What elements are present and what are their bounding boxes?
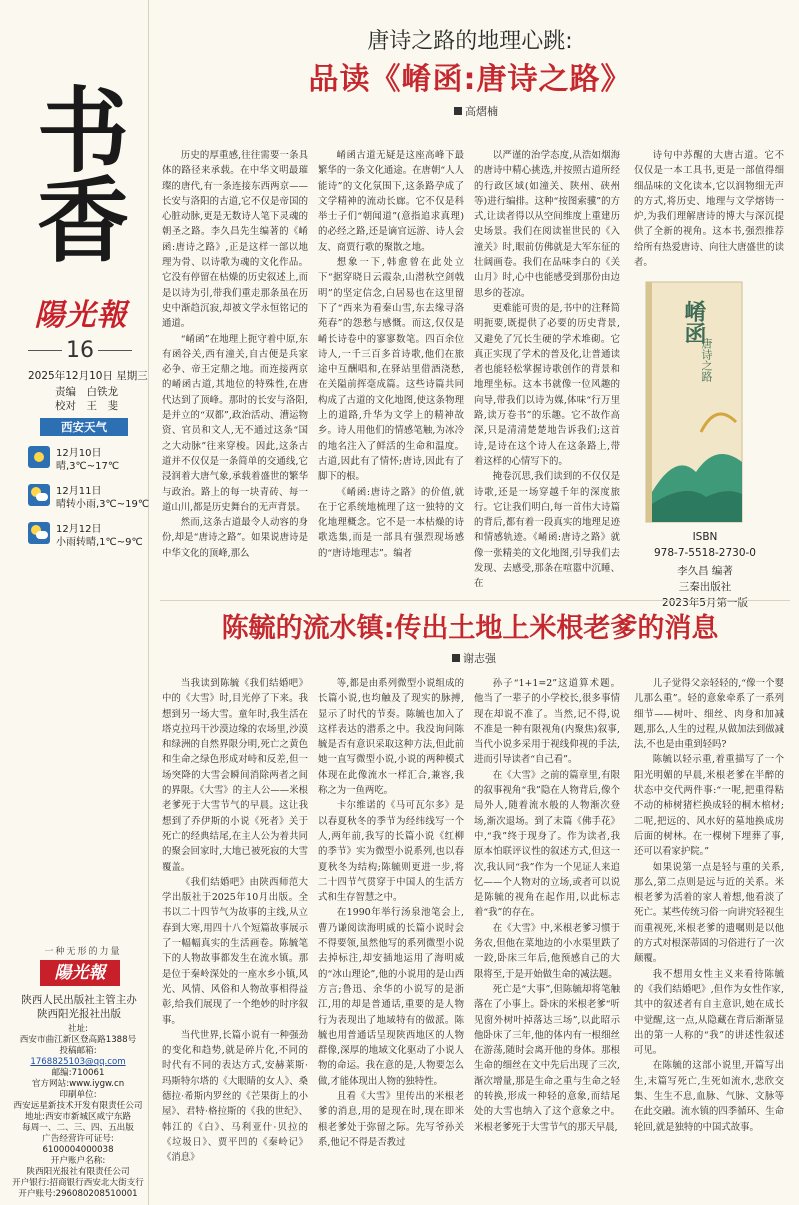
isbn-label: ISBN bbox=[692, 531, 718, 543]
book-cover-title: 崤函 bbox=[681, 300, 707, 344]
article2-column-3 bbox=[474, 676, 620, 1202]
article1-column-3 bbox=[474, 148, 620, 594]
article1-column-1 bbox=[162, 148, 308, 594]
weather-date: 12月12日 bbox=[56, 524, 102, 535]
article1-subtitle: 唐诗之路的地理心跳: bbox=[367, 29, 573, 54]
weather-day-3 bbox=[28, 522, 148, 552]
article-paragraph: 在《大雪》之前的篇章里,有限的叙事视角“我”隐在人物背后,像个局外人,随着流水般的人物渐次登场,渐次退场。到了末篇《佛手花》中,“我”终于现身了。作为读者,我原本怕联评议性的叙述方式,但这一次,我认同“我”作为一个见证人来追忆——个人物对的立场,或者可以说是陈毓的视角在起作用,以此标志着“我”的存在。 bbox=[474, 769, 620, 919]
weather-date: 12月10日 bbox=[56, 448, 102, 459]
author-name: 高熠楠 bbox=[465, 105, 498, 118]
article-paragraph: 等,都是由系列微型小说组成的长篇小说,也均触及了现实的脉搏,显示了时代的节奏。陈毓也加入了这样表达的潜系之中。我没询问陈毓是否有意识采取这种方法,但此前她一直写微型小说,小说的两种模式体现在此像流水一样汇合,兼容,我称之为一鱼两吃。 bbox=[318, 678, 464, 797]
issue-date: 2025年12月10日 星期三 bbox=[28, 370, 148, 382]
info-email-label: 投稿邮箱: bbox=[59, 1046, 97, 1056]
info-schedule: 每周一、二、三、四、五出版 bbox=[22, 1123, 134, 1133]
slogan: 一种无形的力量 bbox=[44, 947, 122, 957]
author-name: 谢志强 bbox=[463, 652, 496, 665]
proofreader-credit: 校对 王 斐 bbox=[55, 400, 118, 412]
weather-condition: 晴转小雨,3℃~19℃ bbox=[56, 499, 150, 510]
article-paragraph: 死亡是“大事”,但陈毓却将笔触落在了小事上。卧床的米根老爹“听见窗外树叶掉落达三场”,以此昭示他卧床了三年,他的体内有一根细丝在游荡,随时会离开他的身体。那根生命的细丝在文中先后出现了三次,渐次增量,那是生命之重与生命之轻的转换,形成一种轻的意象,而结尾处的大雪也纳入了这个意象之中。米根老爹死于大雪节气的那天早晨, bbox=[474, 983, 620, 1133]
article-paragraph: 《我们结婚吧》由陕西师范大学出版社于2025年10月出版。全书以二十四节气为故事的主线,从立春到大寒,用四十八个短篇故事展示了一幅幅真实的生活画卷。陈毓笔下的人物故事都发生在流水镇。那是位于秦岭深处的一座水乡小镇,风光、风情、风俗和人物故事相得益彰,给我们展现了一个绝妙的时序叙事。 bbox=[162, 876, 308, 1026]
article-paragraph: 诗句中苏醒的大唐古道。它不仅仅是一本工具书,更是一部值得细细品味的文化读本,它以润物细无声的方式,将历史、地理与文学熔铸一炉,为我们理解唐诗的博大与深沉提供了全新的视角。这本书,强烈推荐给所有热爱唐诗、向往大唐盛世的读者。 bbox=[634, 150, 785, 269]
masthead-char-2: 香 bbox=[36, 168, 129, 275]
masthead-char-1: 书 bbox=[36, 78, 129, 185]
book-press: 三秦出版社 bbox=[678, 581, 732, 593]
editor-credit: 责编 白铁龙 bbox=[55, 386, 118, 398]
weather-condition: 晴,3℃~17℃ bbox=[56, 461, 120, 472]
article2-column-4 bbox=[634, 676, 784, 1202]
info-printer: 西安远星新技术开发有限责任公司 bbox=[13, 1101, 143, 1111]
info-account-name: 陕西阳光报社有限责任公司 bbox=[26, 1167, 130, 1177]
article-paragraph: 如果说第一点是轻与重的关系,那么,第二点则是远与近的关系。米根老爹为活着的家人着想,他看淡了死亡。某些传统习俗一向讲究轻视生而重视死,米根老爹的遗嘱则是以他的方式对根深蒂固的习俗进行了一次颠覆。 bbox=[634, 861, 785, 965]
info-account-name-label: 开户账户名称: bbox=[50, 1156, 106, 1166]
page-number: 16 bbox=[66, 338, 94, 363]
article1-column-2 bbox=[318, 148, 464, 594]
article-paragraph: 更难能可贵的是,书中的注释简明扼要,既提供了必要的历史背景,又避免了冗长生硬的学术堆砌。它真正实现了学术的普及化,让普通读者也能轻松掌握诗歌创作的背景和地理坐标。这本书就像一位风趣的向导,带我们以诗为媒,体味“行万里路,读万卷书”的乐趣。它不故作高深,只是清清楚楚地告诉我们;这首诗,是诗在这个诗人在这条路上,带着这样的心情写下的。 bbox=[474, 302, 620, 467]
article-paragraph: 且看《大雪》里传出的米根老爹的消息,用的是现在时,现在即米根老爹处于弥留之际。先写爷孙关系,他记不得是否教过 bbox=[318, 1091, 464, 1148]
article-paragraph: 然而,这条古道最令人动容的身份,却是“唐诗之路”。如果说唐诗是中华文化的顶峰,那么 bbox=[162, 517, 308, 559]
book-author: 李久昌 编著 bbox=[677, 565, 733, 577]
info-printer-address: 地址:西安市新城区咸宁东路 bbox=[24, 1112, 132, 1122]
article-paragraph: 陈毓以轻示重,着重描写了一个阳光明媚的早晨,米根老爹在半醉的状态中交代两件事:“一呢,把重得粘不动的柿树猪栏换成轻的桐木棺材;二呢,把远的、风水好的墓地换成房后面的树林。在一棵树下埋葬了事,还可以看家护院。” bbox=[634, 754, 784, 858]
article-paragraph: 当代世界,长篇小说有一种强劲的变化和趋势,就是碎片化,不同的时代有不同的表达方式,安赫莱斯·玛斯特尔塔的《大眼睛的女人》、桑德拉·希斯内罗丝的《芒果街上的小屋》、君特·格拉斯的《我的世纪》、韩江的《白》、马利亚什·贝拉的《垃圾日》、贾平凹的《秦岭记》《消息》 bbox=[162, 1029, 308, 1164]
article-paragraph: 历史的厚重感,往往需要一条具体的路径来承载。在中华文明最璀璨的唐代,有一条连接东西两京——长安与洛阳的古道,它不仅是帝国的心脏动脉,更是无数诗人笔下灵魂的朝圣之路。李久昌先生编著的《崤函:唐诗之路》,正是这样一部以地理为骨、以诗歌为魂的文化作品。它没有停留在枯燥的历史叙述上,而是以诗为引,带我们重走那条虽在历史中渐趋沉寂,却被文学永恒铭记的通道。 bbox=[162, 150, 308, 330]
article-paragraph: 在1990年举行汤泉池笔会上,曹乃谦阅读海明威的长篇小说时会不得要领,虽然他写的系列微型小说去掉标注,却安插地运用了海明威的“冰山理论”,他的小说用的是山西方言;鲁迅、余华的小说写的是浙江,用的却是普通话,重要的是人物行为表现出了地域特有的做派。陈毓也用普通话呈现陕西地区的人物群像,深厚的地域文化驱动了小说人物的命运。我在意的是,人物要怎么做,才能体现出人物的独特性。 bbox=[318, 907, 464, 1087]
weather-date: 12月11日 bbox=[56, 486, 102, 497]
info-postcode: 邮编:710061 bbox=[51, 1068, 105, 1078]
info-account-number: 开户账号:296080208510001 bbox=[18, 1189, 138, 1199]
article-paragraph: 在陈毓的这部小说里,开篇写出生,末篇写死亡,生死如流水,悲欣交集、生生不息,血脉、气脉、文脉等在此交融。流水镇的四季循环、生命轮回,就是独特的中国式故事。 bbox=[634, 1060, 785, 1133]
isbn-number: 978-7-5518-2730-0 bbox=[653, 547, 756, 559]
info-address-label: 社址: bbox=[67, 1024, 89, 1034]
weather-day-1 bbox=[28, 446, 148, 476]
article2-byline bbox=[452, 650, 496, 666]
weather-heading: 西安天气 bbox=[40, 418, 128, 436]
article-paragraph: 想象一下,韩愈曾在此处立下“据穿晓日云霞杂,山潜秋空剑戟明”的坚定信念,白居易也在这里留下了“西来为看秦山雪,东去缘寻洛苑春”的怨愁与感慨。而这,仅仅是崤长诗卷中的寥寥数笔。四百余位诗人,一千三百多首诗歌,他们在旅途中互酬唱和,在驿站里借酒浇愁,在关隘前挥毫成篇。这些诗篇共同构成了古道的文化地图,使这条物理上的道路,升华为文学上的精神故乡。诗人用他们的情感笔触,为冰冷的地名注入了鲜活的生命和温度。古道,因此有了情怀;唐诗,因此有了脚下的根。 bbox=[318, 257, 464, 483]
article-paragraph: 卡尔维诺的《马可瓦尔多》是以春夏秋冬的季节为经纬线写一个人,两年前,我写的长篇小说《红柳的季节》实为微型小说系列,也以春夏秋冬为结构;陈毓则更进一步,将二十四节气贯穿于中国人的生活方式和生存智慧之中。 bbox=[318, 800, 464, 904]
sun-icon bbox=[28, 446, 50, 468]
article-paragraph: 当我读到陈毓《我们结婚吧》中的《大雪》时,目光停了下来。我想到另一场大雪。童年时,我生活在塔克拉玛干沙漠边缘的农场里,沙漠和绿洲的自然界限分明,死亡之黄色和生命之绿色形成对峙和反差,但一场突降的大雪会瞬间消除两者之间的界限。《大雪》的主人公——米根老爹死于大雪节气的早晨。这让我想到了乔伊斯的小说《死者》关于死亡的经典结尾,在主人公为着共同的聚会回家时,大地已被死寂的大雪覆盖。 bbox=[162, 678, 308, 873]
info-email-link[interactable]: 1768825103@qq.com bbox=[30, 1057, 126, 1067]
newspaper-logo: 陽光報 bbox=[34, 298, 128, 333]
info-license: 6100004000038 bbox=[42, 1145, 114, 1155]
article-paragraph: 崤函古道无疑是这座高峰下最繁华的一条文化通途。在唐朝“人人能诗”的文化氛围下,这条路孕成了文学精神的流动长廊。它不仅是科举士子们“朝闻道”(意指追求真理)的必经之路,还是谪官远游、诗人会友、商贾行歌的聚散之地。 bbox=[318, 150, 464, 253]
sun-rain-icon bbox=[28, 484, 50, 506]
article1-column-4 bbox=[634, 148, 785, 269]
article2-title: 陈毓的流水镇:传出土地上米根老爹的消息 bbox=[221, 613, 719, 644]
weather-day-2 bbox=[28, 484, 148, 514]
article-paragraph: “崤函”在地理上扼守着中原,东有函谷关,西有潼关,自古便是兵家必争、帝王定鼎之地。而连接两京的崤函古道,其地位的特殊性,在唐代达到了顶峰。那时的长安与洛阳,是并立的“双都”,政治活动、漕运物资、官员和文人,无不通过这条“国之大动脉”往来穿梭。因此,这条古道并不仅仅是一条简单的交通线,它浸润着大唐气象,承载着盛世的繁华与政治。路上的每一块青砖、每一道山川,都是历史舞台的无声背景。 bbox=[162, 333, 308, 513]
article-paragraph: 掩卷沉思,我们读到的不仅仅是诗歌,还是一场穿越千年的深度旅行。它让我们明白,每一首伟大诗篇的背后,都有着一段真实的地理足迹和情感轨迹。《崤函:唐诗之路》就像一张精美的文化地图,引导我们去发现、去感受,那条在喧嚣中沉睡、在 bbox=[474, 471, 620, 590]
article-paragraph: 我不想用女性主义来看待陈毓的《我们结婚吧》,但作为女性作家,其中的叙述者有自主意识,她在成长中觉醒,这一点,从隐藏在背后渐渐显出的第一人称的“我”的讲述性叙述可见。 bbox=[634, 968, 784, 1057]
footer-logo: 陽光報 bbox=[40, 960, 120, 986]
info-website[interactable]: 官方网站:www.iygw.cn bbox=[31, 1079, 125, 1089]
article1-title: 品读《崤函:唐诗之路》 bbox=[308, 62, 632, 97]
weather-condition: 小雨转晴,1℃~9℃ bbox=[56, 537, 143, 548]
article-paragraph: 孙子“1+1=2”这道算术题。他当了一辈子的小学校长,很多事情现在却说不准了。当然,记不得,说不准是一种有限视角(内聚焦)叙事,当代小说多采用于视线仰视的手法,进而引导读者“自己看”。 bbox=[474, 678, 620, 766]
book-edition: 2023年5月第一版 bbox=[662, 597, 748, 609]
article2-column-2 bbox=[318, 676, 464, 1202]
sponsor-line: 陕西人民出版社主管主办 bbox=[21, 994, 137, 1006]
publisher-line: 陕西阳光报社出版 bbox=[37, 1008, 121, 1020]
article-paragraph: 在《大雪》中,米根老爹习惯于务农,但他在菜地边的小水渠里跌了一跤,卧床三年后,他预感自己的大限将至,于是开始做生命的减法题。 bbox=[474, 922, 620, 980]
rain-sun-icon bbox=[28, 522, 50, 544]
book-cover-subtitle: 唐诗之路 bbox=[700, 338, 713, 382]
article2-column-1 bbox=[162, 676, 308, 1202]
article-paragraph: 儿子觉得父亲轻轻的,“像一个婴儿那么重”。轻的意象牵系了一系列细节——树叶、细丝、肉身和加减题,那么,人生的过程,从做加法到做减法,不也是由重到轻吗? bbox=[634, 678, 784, 751]
article1-byline bbox=[454, 103, 498, 119]
section-divider bbox=[160, 600, 790, 601]
info-license-label: 广告经营许可证号: bbox=[42, 1134, 114, 1144]
info-bank: 开户银行:招商银行西安北大街支行 bbox=[12, 1178, 144, 1188]
article-paragraph: 以严谨的治学态度,从浩如烟海的唐诗中精心挑选,并按照古道所经的行政区域(如潼关、陕州、硖州等)进行编排。这种“按图索骥”的方式,让读者得以从空间维度上重建历史场景。我们在阅读崔世民的《入潼关》时,眼前仿佛就是大军东征的壮阔画卷。我们在品味李白的《关山月》时,心中也能感受到那份由边思乡的苍凉。 bbox=[474, 150, 620, 299]
article-paragraph: 《崤函:唐诗之路》的价值,就在于它系统地梳理了这一独特的文化地理概念。它不是一本枯燥的诗歌选集,而是一部具有强烈现场感的“唐诗地理志”。编者 bbox=[318, 486, 464, 559]
info-printer-label: 印刷单位: bbox=[59, 1090, 97, 1100]
info-address: 西安市曲江新区登高路1388号 bbox=[19, 1035, 137, 1045]
page-number-rule-right bbox=[98, 350, 132, 351]
